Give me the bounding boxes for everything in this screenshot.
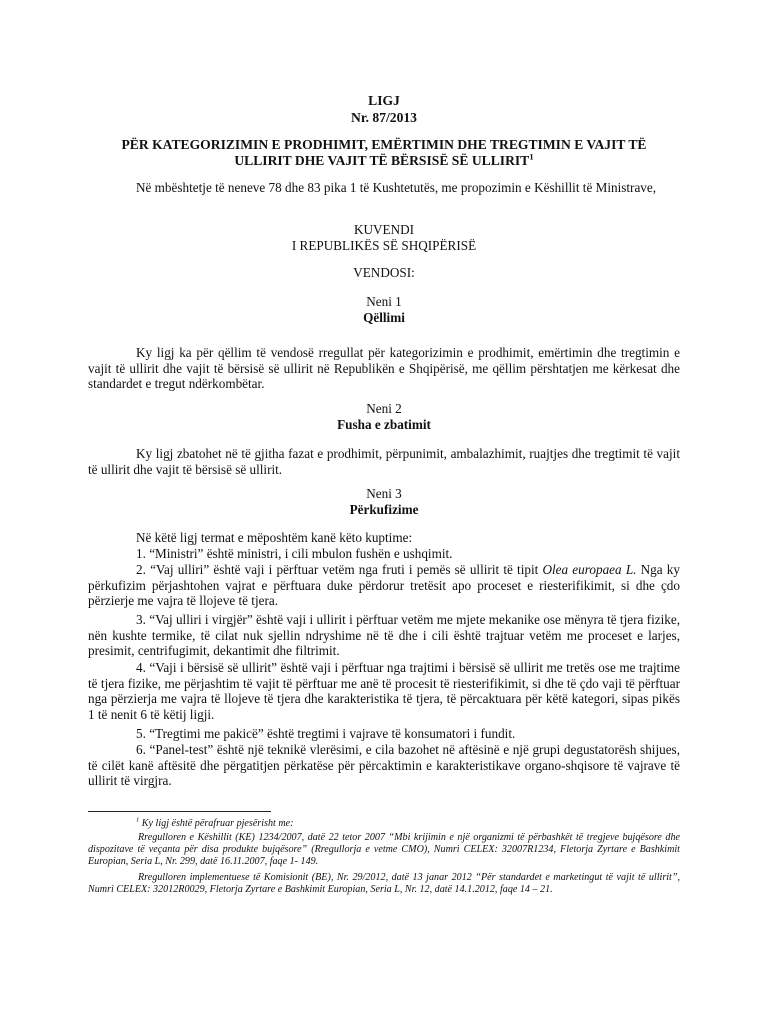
law-title-line-2-text: ULLIRIT DHE VAJIT TË BËRSISË SË ULLIRIT (234, 153, 530, 168)
preamble: Në mbështetje të neneve 78 dhe 83 pika 1 të Kushtetutës, me propozimin e Këshillit të Ministrave, (136, 180, 657, 195)
decided-label: VENDOSI: (353, 265, 415, 280)
footnote-intro (136, 818, 680, 830)
article-1-heading: Qëllimi (363, 310, 405, 325)
definition-item: 5. “Tregtimi me pakicë” është tregtimi i vajrave të konsumatori i fundit. (136, 726, 516, 741)
article-2-label: Neni 2 (366, 401, 402, 416)
article-2-heading: Fusha e zbatimit (337, 417, 431, 432)
footnote-intro-text: Ky ligj është përafruar pjesërisht me: (139, 818, 294, 829)
footnote-reference-1-text: Rregulloren e Këshillit (KE) 1234/2007, datë 22 tetor 2007 “Mbi krijimin e një organizmi të përbashkët të tregjeve bujqësore dhe dispozitave të veçanta për disa produkte bujqësore” (Rregullorja e vetme CMO), Numri CELEX: 32007R1234, Fletorja Zyrtare e Bashkimit Europian, Seria L, Nr. 299, datë 16.11.2007, faqe 1- 149. (88, 832, 680, 868)
law-number: Nr. 87/2013 (351, 110, 417, 125)
footnote-reference-1 (88, 832, 680, 869)
article-3-intro: Në këtë ligj termat e mëposhtëm kanë këto kuptime: (136, 530, 413, 545)
definition-item: 6. “Panel-test” është një teknikë vlerësimi, e cila bazohet në aftësinë e një grupi degustatorësh shijues, të cilët kanë aftësitë dhe përgatitjen përkatëse për përcaktimin e karakteristikave organo-shqisore të vajrave të ullirit të virgjra. (88, 742, 680, 789)
definition-item: 4. “Vaji i bërsisë së ullirit” është vaji i përftuar nga trajtimi i bërsisë së ullirit me tretës ose me trajtime të tjera fizike, me përjashtim të vajit të përftuar me anë të procesit të riesterifikimit, si dhe të çdo vaji të përftuar nga përzierja me vajra të llojeve të tjera dhe karakteristika të tjera, të përcaktuara për këtë kategori, sipas pikës 1 të nenit 6 të këtij ligji. (88, 660, 680, 722)
article-2-text: Ky ligj zbatohet në të gjitha fazat e prodhimit, përpunimit, ambalazhimit, ruajtjes dhe tregtimit të vajit të ullirit dhe vajit të bërsisë së ullirit. (88, 446, 680, 477)
definition-text: Nga ky përkufizim përjashtohen vajrat e përftuara duke përdorur tretësit apo proceset e riesterifikimit, si dhe çdo përzierje me vajra të llojeve të tjera. (88, 562, 680, 609)
definition-text: 2. “Vaj ulliri” është vaji i përftuar vetëm nga fruti i pemës së ullirit të tipit (136, 562, 543, 577)
definition-item (88, 562, 680, 609)
footnote-reference-2-text: Rregulloren implementuese të Komisionit (BE), Nr. 29/2012, datë 13 janar 2012 “Për standardet e marketingut të vajit të ullirit”, Numri CELEX: 32012R0029, Fletorja Zyrtare e Bashkimit Europian, Seria L, Nr. 12, datë 14.1.2012, faqe 14 – 21. (88, 872, 680, 896)
footnote-mark: 1 (136, 816, 140, 824)
definition-item: 3. “Vaj ulliri i virgjër” është vaji i ullirit i përftuar vetëm me mjete mekanike ose mënyra të tjera fizike, nën kushte termike, të cilat nuk sjellin ndryshime në të dhe i cili është trajtuar vetëm me proceset e larjes, presimit, centrifugimit, dekantimit dhe filtrimit. (88, 612, 680, 659)
law-label: LIGJ (368, 93, 400, 108)
latin-species-name: Olea europaea L. (542, 562, 637, 577)
law-title-line-1: PËR KATEGORIZIMIN E PRODHIMIT, EMËRTIMIN DHE TREGTIMIN E VAJIT TË (121, 137, 647, 152)
law-title-line-2 (88, 153, 680, 169)
article-1-label: Neni 1 (366, 294, 402, 309)
assembly-line-1: KUVENDI (353, 222, 415, 237)
footnote-reference-2 (88, 872, 680, 896)
article-1-text: Ky ligj ka për qëllim të vendosë rregullat për kategorizimin e prodhimit, emërtimin dhe tregtimin e vajit të ullirit dhe vajit të bërsisë së ullirit në Republikën e Shqipërisë, me qëllim përshtatjen me kërkesat dhe standardet e tregut ndërkombëtar. (88, 345, 680, 392)
article-3-heading: Përkufizime (349, 502, 419, 517)
article-3-label: Neni 3 (366, 486, 402, 501)
assembly-line-2: I REPUBLIKËS SË SHQIPËRISË (291, 238, 477, 253)
footnote-separator (88, 811, 271, 812)
definition-item: 1. “Ministri” është ministri, i cili mbulon fushën e ushqimit. (136, 546, 453, 561)
footnote-reference: 1 (529, 151, 534, 162)
